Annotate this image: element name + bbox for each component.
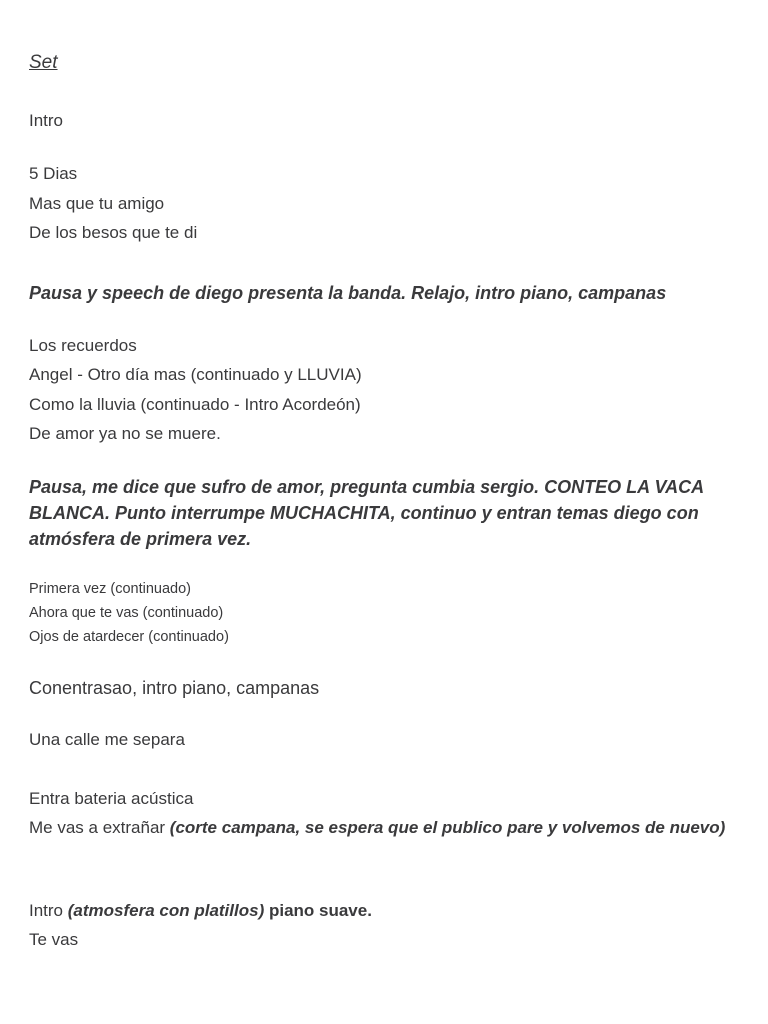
line-intro: Intro bbox=[29, 111, 64, 130]
song-me-vas-note: (corte campana, se espera que el publico pare y volvemos de nuevo) bbox=[169, 818, 726, 837]
song-de-amor: De amor ya no se muere. bbox=[29, 424, 221, 443]
intro-atmosfera-note: (atmosfera con platillos) bbox=[67, 901, 265, 920]
heading-conentrasao: Conentrasao, intro piano, campanas bbox=[29, 678, 320, 698]
song-como-la-lluvia: Como la lluvia (continuado - Intro Acordeón) bbox=[29, 395, 361, 414]
song-5-dias: 5 Dias bbox=[29, 164, 78, 183]
intro-label: Intro bbox=[29, 901, 68, 920]
song-ojos-de-atardecer: Ojos de atardecer (continuado) bbox=[29, 629, 229, 645]
song-una-calle: Una calle me separa bbox=[29, 730, 185, 749]
song-me-vas-label: Me vas a extrañar bbox=[29, 818, 170, 837]
song-te-vas: Te vas bbox=[29, 930, 79, 949]
note-pausa-sufro: Pausa, me dice que sufro de amor, pregunta cumbia sergio. CONTEO LA VACA BLANCA. Punto interrumpe MUCHACHITA, continuo y entran temas diego con atmósfera de primera vez. bbox=[29, 477, 704, 549]
song-mas-que-tu-amigo: Mas que tu amigo bbox=[29, 194, 165, 213]
song-ahora-que-te-vas: Ahora que te vas (continuado) bbox=[29, 605, 224, 621]
note-pausa-speech: Pausa y speech de diego presenta la banda. Relajo, intro piano, campanas bbox=[29, 283, 667, 303]
line-intro-atmosfera bbox=[29, 900, 372, 922]
song-los-recuerdos: Los recuerdos bbox=[29, 336, 137, 355]
song-angel: Angel - Otro día mas (continuado y LLUVIA) bbox=[29, 365, 362, 384]
song-me-vas-a-extranar bbox=[29, 816, 729, 840]
document-title: Set bbox=[29, 52, 58, 73]
song-primera-vez: Primera vez (continuado) bbox=[29, 581, 191, 597]
song-de-los-besos: De los besos que te di bbox=[29, 223, 198, 242]
intro-piano-suave: piano suave. bbox=[264, 901, 372, 920]
line-entra-bateria: Entra bateria acústica bbox=[29, 789, 194, 808]
